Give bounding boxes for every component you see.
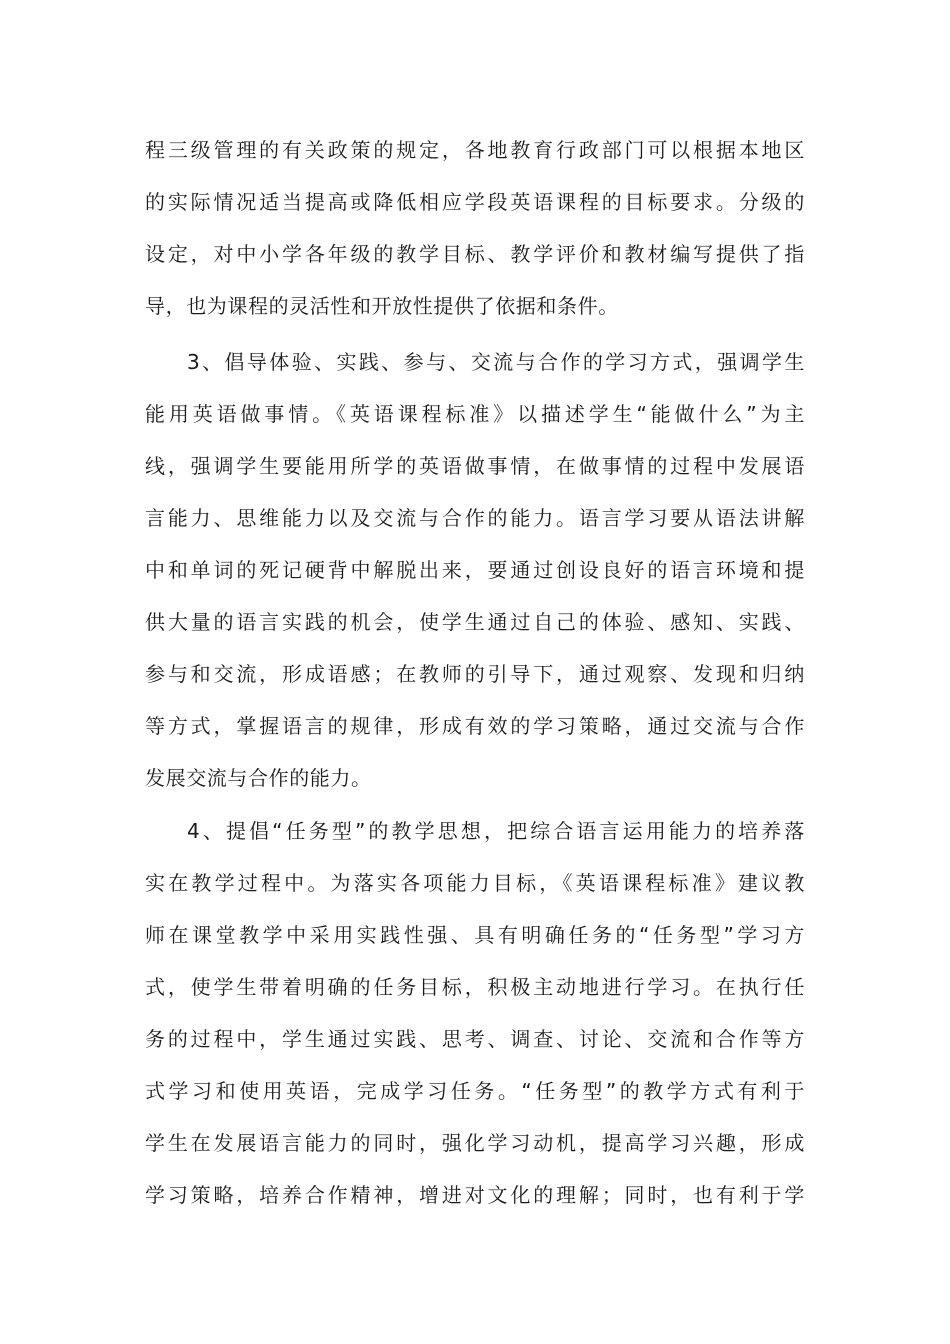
text-line: 中和单词的死记硬背中解脱出来，要通过创设良好的语言环境和提 <box>145 558 805 582</box>
text-line: 设定，对中小学各年级的教学目标、教学评价和教材编写提供了指 <box>145 242 805 266</box>
paragraph-continuation <box>145 137 805 319</box>
paragraph-item-3 <box>145 349 805 791</box>
text-line: 能用英语做事情。《英语课程标准》以描述学生“能做什么”为主 <box>145 402 805 426</box>
text-line: 师在课堂教学中采用实践性强、具有明确任务的“任务型”学习方 <box>145 923 805 947</box>
text-line: 言能力、思维能力以及交流与合作的能力。语言学习要从语法讲解 <box>145 506 805 530</box>
text-line: 导，也为课程的灵活性和开放性提供了依据和条件。 <box>145 294 619 318</box>
text-line: 的实际情况适当提高或降低相应学段英语课程的目标要求。分级的 <box>145 190 805 214</box>
text-line: 式学习和使用英语，完成学习任务。“任务型”的教学方式有利于 <box>145 1079 805 1103</box>
text-line: 线，强调学生要能用所学的英语做事情，在做事情的过程中发展语 <box>145 454 805 478</box>
text-line: 4、提倡“任务型”的教学思想，把综合语言运用能力的培养落 <box>187 819 805 843</box>
text-line: 实在教学过程中。为落实各项能力目标，《英语课程标准》建议教 <box>145 871 805 895</box>
text-line: 发展交流与合作的能力。 <box>145 766 372 790</box>
text-line: 学习策略，培养合作精神，增进对文化的理解；同时，也有利于学 <box>145 1183 805 1207</box>
text-line: 3、倡导体验、实践、参与、交流与合作的学习方式，强调学生 <box>187 350 805 374</box>
paragraph-item-4 <box>145 818 805 1208</box>
text-line: 务的过程中，学生通过实践、思考、调查、讨论、交流和合作等方 <box>145 1027 805 1051</box>
text-line: 程三级管理的有关政策的规定，各地教育行政部门可以根据本地区 <box>145 138 805 162</box>
text-line: 参与和交流，形成语感；在教师的引导下，通过观察、发现和归纳 <box>145 662 805 686</box>
text-line: 式，使学生带着明确的任务目标，积极主动地进行学习。在执行任 <box>145 975 805 999</box>
text-line: 等方式，掌握语言的规律，形成有效的学习策略，通过交流与合作 <box>145 714 805 738</box>
text-line: 学生在发展语言能力的同时，强化学习动机，提高学习兴趣，形成 <box>145 1131 805 1155</box>
text-line: 供大量的语言实践的机会，使学生通过自己的体验、感知、实践、 <box>145 610 805 634</box>
